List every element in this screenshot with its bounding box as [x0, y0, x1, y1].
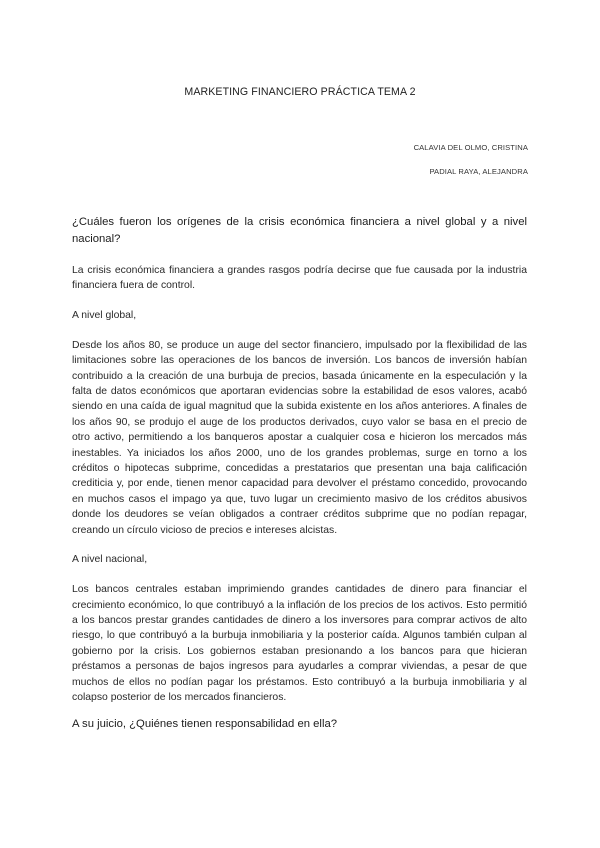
document-body	[72, 214, 527, 748]
document-title: MARKETING FINANCIERO PRÁCTICA TEMA 2	[184, 86, 416, 98]
global-paragraph: Desde los años 80, se produce un auge del sector financiero, impulsado por la flexibilidad de las limitaciones sobre las operaciones de los bancos de inversión. Los bancos de inversión habían contribuido a la creación de una burbuja de precios, basada únicamente en la especulación y la falta de datos económicos que aportaran evidencias sobre la estabilidad de esos valores, acabó siendo en una caída de igual magnitud que la subida existente en los años anteriores. A finales de los años 90, se produjo el auge de los productos derivados, cuyo valor se basa en el precio de otro activo, permitiendo a los banqueros apostar a cualquier cosa e hicieron los mercados más inestables. Ya iniciados los años 2000, uno de los grandes problemas, surge en torno a los créditos o hipotecas subprime, concedidas a prestatarios que presentan una baja calificación crediticia y, por ende, tienen menor capacidad para devolver el préstamo concedido, provocando en muchos casos el impago ya que, tuvo lugar un crecimiento masivo de los créditos abusivos donde los deudores se veían obligados a contraer créditos subprime que no podían repagar, creando un círculo vicioso de precios e intereses alcistas.	[72, 339, 527, 536]
question-responsibility: A su juicio, ¿Quiénes tienen responsabilidad en ella?	[72, 718, 338, 731]
national-paragraph: Los bancos centrales estaban imprimiendo grandes cantidades de dinero para financiar el crecimiento económico, lo que contribuyó a la inflación de los precios de los activos. Esto permitió a los bancos prestar grandes cantidades de dinero a los inversores para comprar activos de alto riesgo, lo que contribuyó a la burbuja inmobiliaria y la posterior caída. Algunos también culpan al gobierno por la crisis. Los gobiernos estaban presionando a los bancos para que hicieran préstamos a personas de bajos ingresos para ayudarles a comprar viviendas, a pesar de que muchos de ellos no podían pagar los préstamos. Esto contribuyó a la burbuja inmobiliaria y al colapso posterior de los mercados financieros.	[72, 584, 527, 703]
global-heading: A nivel global,	[72, 309, 137, 321]
question-origins: ¿Cuáles fueron los orígenes de la crisis económica financiera a nivel global y a nivel nacional?	[72, 216, 527, 245]
national-heading: A nivel nacional,	[72, 554, 148, 566]
author-2: PADIAL RAYA, ALEJANDRA	[429, 167, 528, 176]
author-1: CALAVIA DEL OLMO, CRISTINA	[413, 143, 528, 152]
intro-paragraph: La crisis económica financiera a grandes rasgos podría decirse que fue causada por la industria financiera fuera de control.	[72, 265, 527, 292]
